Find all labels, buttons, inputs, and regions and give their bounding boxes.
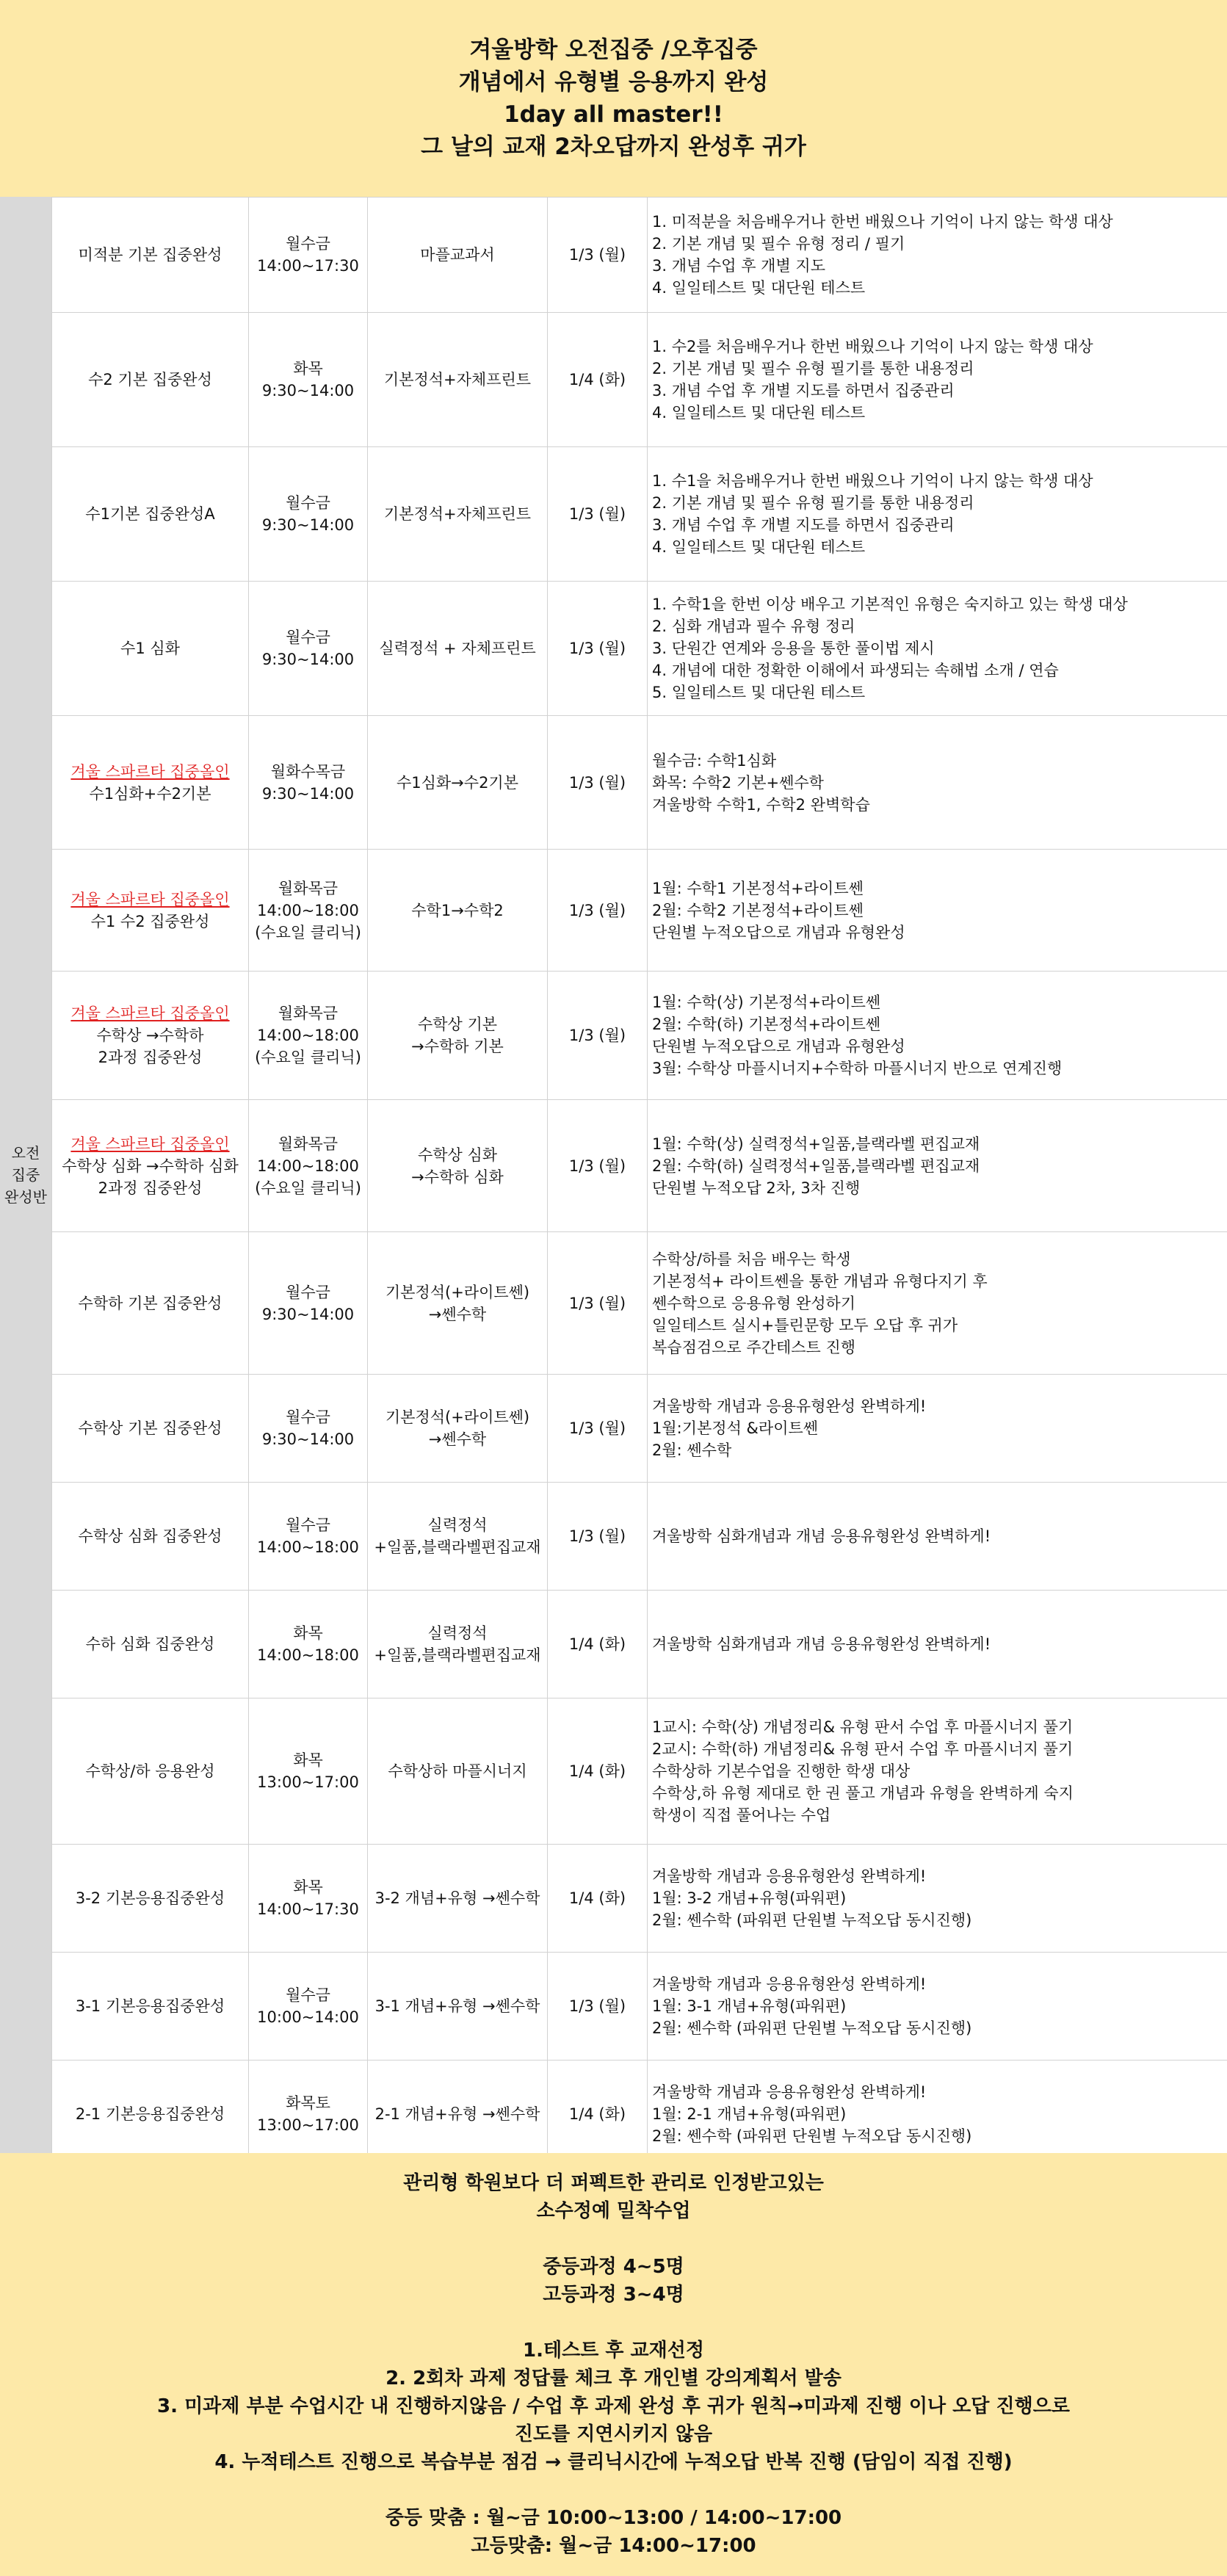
course-row: [52, 1232, 1227, 1375]
schedule-text: 14:00~17:30: [257, 257, 359, 275]
start-date-cell: [548, 1483, 648, 1591]
start-date: 1/4 (화): [568, 1762, 626, 1780]
course-name: 2-1 기본응용집중완성: [75, 2105, 225, 2123]
footer-line: 중등 맞춤 : 월~금 10:00~13:00 / 14:00~17:00: [385, 2507, 842, 2529]
description-line: 학생이 직접 풀어나는 수업: [652, 1806, 831, 1824]
description-line: 2교시: 수학(하) 개념정리& 유형 판서 수업 후 마플시너지 풀기: [652, 1740, 1074, 1758]
description-cell: [648, 1698, 1227, 1845]
course-name: 수학상/하 응용완성: [85, 1762, 215, 1780]
description-line: 1. 미적분을 처음배우거나 한번 배웠으나 기억이 나지 않는 학생 대상: [652, 213, 1113, 231]
textbook-text: 수학상 심화: [417, 1146, 498, 1164]
schedule-text: 화목: [293, 1751, 323, 1769]
promo-tag: 겨울 스파르타 집중올인: [70, 1005, 230, 1022]
course-name-cell: [52, 850, 249, 972]
description-line: 4. 일일테스트 및 대단원 테스트: [652, 279, 866, 297]
description-line: 2. 기본 개념 및 필수 유형 정리 / 필기: [652, 235, 905, 253]
schedule-text: (수요일 클리닉): [255, 1049, 361, 1066]
schedule-text: (수요일 클리닉): [255, 923, 361, 941]
start-date: 1/3 (월): [568, 1157, 626, 1175]
description-line: 복습점검으로 주간테스트 진행: [652, 1338, 856, 1356]
description-line: 3. 단원간 연계와 응용을 통한 풀이법 제시: [652, 640, 935, 657]
course-name: 수1기본 집중완성A: [85, 505, 215, 523]
textbook-cell: [368, 1375, 548, 1483]
course-row: [52, 582, 1227, 716]
description-line: 겨울방학 개념과 응용유형완성 완벽하게!: [652, 1397, 927, 1415]
course-row: [52, 447, 1227, 582]
start-date: 1/4 (화): [568, 1635, 626, 1653]
course-name: 2과정 집중완성: [98, 1049, 203, 1066]
footer-line: 3. 미과제 부분 수업시간 내 진행하지않음 / 수업 후 과제 완성 후 귀가 원칙→미과제 진행 이나 오답 진행으로: [157, 2395, 1070, 2417]
schedule-text: 화목: [293, 360, 323, 377]
footer-line: 고등맞춤: 월~금 14:00~17:00: [471, 2535, 756, 2557]
side-category-column: [0, 197, 51, 2153]
schedule-cell: [249, 313, 368, 447]
footer-line: 관리형 학원보다 더 퍼펙트한 관리로 인정받고있는: [403, 2172, 824, 2194]
description-line: 2월: 쎈수학: [652, 1441, 732, 1459]
schedule-cell: [249, 1483, 368, 1591]
course-name: 수학하 기본 집중완성: [78, 1294, 222, 1312]
description-line: 2. 심화 개념과 필수 유형 정리: [652, 618, 855, 635]
course-table: [51, 197, 1227, 2168]
schedule-text: (수요일 클리닉): [255, 1179, 361, 1197]
course-row: [52, 198, 1227, 313]
schedule-text: 월수금: [286, 1516, 330, 1534]
start-date-cell: [548, 1375, 648, 1483]
description-line: 수학상/하를 처음 배우는 학생: [652, 1250, 851, 1268]
schedule-text: 10:00~14:00: [257, 2008, 359, 2026]
textbook-text: →수학하 심화: [411, 1168, 504, 1186]
start-date: 1/4 (화): [568, 1889, 626, 1907]
description-line: 2월: 수학(하) 실력정석+일품,블랙라벨 편집교재: [652, 1157, 980, 1175]
description-line: 1월: 3-2 개념+유형(파워편): [652, 1889, 847, 1907]
textbook-cell: [368, 582, 548, 716]
description-line: 2월: 쎈수학 (파워편 단원별 누적오답 동시진행): [652, 2019, 972, 2037]
schedule-text: 13:00~17:00: [257, 1773, 359, 1791]
start-date: 1/4 (화): [568, 371, 626, 388]
start-date: 1/3 (월): [568, 1419, 626, 1437]
course-row: [52, 1698, 1227, 1845]
description-line: 3월: 수학상 마플시너지+수학하 마플시너지 반으로 연계진행: [652, 1060, 1063, 1077]
start-date-cell: [548, 1953, 648, 2061]
schedule-text: 9:30~14:00: [261, 382, 355, 399]
schedule-text: 9:30~14:00: [261, 784, 355, 803]
schedule-cell: [249, 1845, 368, 1953]
textbook-cell: [368, 1100, 548, 1232]
description-cell: [648, 972, 1227, 1100]
description-line: 1월: 3-1 개념+유형(파워편): [652, 1997, 847, 2015]
course-name-cell: [52, 716, 249, 850]
schedule-text: 14:00~17:30: [257, 1900, 359, 1918]
schedule-cell: [249, 582, 368, 716]
description-cell: [648, 1845, 1227, 1953]
start-date-cell: [548, 1591, 648, 1698]
description-cell: [648, 447, 1227, 582]
description-cell: [648, 2061, 1227, 2168]
course-row: [52, 716, 1227, 850]
schedule-text: 월화수목금: [270, 762, 346, 781]
textbook-text: →쎈수학: [428, 1430, 487, 1448]
schedule-text: 월화목금: [278, 1135, 339, 1153]
footer-line: 소수정예 밀착수업: [536, 2200, 691, 2222]
course-name: 3-1 기본응용집중완성: [75, 1997, 225, 2015]
course-row: [52, 1953, 1227, 2061]
promo-tag: 겨울 스파르타 집중올인: [70, 1135, 230, 1153]
textbook-text: 기본정석(+라이트쎈): [385, 1408, 530, 1426]
schedule-text: 월수금: [286, 1408, 330, 1426]
description-line: 화목: 수학2 기본+쎈수학: [652, 773, 824, 792]
description-line: 1월:기본정석 &라이트쎈: [652, 1419, 819, 1437]
footer-line: 4. 누적테스트 진행으로 복습부분 점검 → 클리닉시간에 누적오답 반복 진행 (담임이 직접 진행): [214, 2451, 1013, 2473]
schedule-cell: [249, 1698, 368, 1845]
start-date-cell: [548, 716, 648, 850]
description-line: 겨울방학 개념과 응용유형완성 완벽하게!: [652, 1867, 927, 1885]
schedule-text: 9:30~14:00: [261, 1305, 355, 1323]
course-name: 수1 심화: [120, 640, 180, 657]
textbook-text: 수1심화→수2기본: [396, 773, 519, 792]
start-date-cell: [548, 1845, 648, 1953]
side-category-label: 오전 집중 완성반: [4, 1144, 47, 1206]
schedule-cell: [249, 447, 368, 582]
schedule-cell: [249, 2061, 368, 2168]
course-name: 수학상 심화 →수학하 심화: [62, 1157, 239, 1175]
course-row: [52, 1483, 1227, 1591]
description-cell: [648, 582, 1227, 716]
schedule-cell: [249, 716, 368, 850]
description-line: 겨울방학 개념과 응용유형완성 완벽하게!: [652, 2083, 927, 2101]
course-name-cell: [52, 972, 249, 1100]
course-row: [52, 313, 1227, 447]
schedule-text: 14:00~18:00: [257, 1027, 359, 1044]
textbook-cell: [368, 1845, 548, 1953]
header-subtitle: 개념에서 유형별 응용까지 완성: [458, 69, 769, 95]
schedule-text: 14:00~18:00: [257, 901, 359, 919]
description-line: 겨울방학 개념과 응용유형완성 완벽하게!: [652, 1975, 927, 1993]
course-row: [52, 1591, 1227, 1698]
description-cell: [648, 1100, 1227, 1232]
start-date: 1/3 (월): [568, 640, 626, 657]
course-row: [52, 1100, 1227, 1232]
description-line: 2월: 수학2 기본정석+라이트쎈: [652, 901, 864, 919]
schedule-text: 월수금: [286, 235, 330, 253]
course-row: [52, 972, 1227, 1100]
textbook-cell: [368, 1953, 548, 2061]
footer-line: 중등과정 4~5명: [543, 2256, 684, 2278]
schedule-text: 월화목금: [278, 879, 339, 897]
description-cell: [648, 1953, 1227, 2061]
footer-line: 2. 2회차 과제 정답률 체크 후 개인별 강의계획서 발송: [386, 2367, 841, 2389]
description-cell: [648, 850, 1227, 972]
textbook-cell: [368, 447, 548, 582]
description-cell: [648, 1483, 1227, 1591]
footer-line: 진도를 지연시키지 않음: [514, 2423, 713, 2445]
schedule-text: 9:30~14:00: [261, 1430, 355, 1448]
textbook-cell: [368, 716, 548, 850]
textbook-text: 마플교과서: [420, 246, 495, 264]
textbook-text: 수학1→수학2: [411, 901, 504, 919]
start-date-cell: [548, 447, 648, 582]
course-name-cell: [52, 1845, 249, 1953]
textbook-text: 기본정석+자체프린트: [383, 505, 532, 523]
course-row: [52, 2061, 1227, 2168]
footer-line: 고등과정 3~4명: [543, 2284, 684, 2306]
schedule-cell: [249, 850, 368, 972]
course-name-cell: [52, 1953, 249, 2061]
start-date-cell: [548, 850, 648, 972]
schedule-cell: [249, 1375, 368, 1483]
start-date: 1/3 (월): [568, 773, 626, 792]
description-cell: [648, 1232, 1227, 1375]
start-date-cell: [548, 1232, 648, 1375]
course-name-cell: [52, 582, 249, 716]
description-line: 5. 일일테스트 및 대단원 테스트: [652, 684, 866, 701]
description-line: 수학상하 기본수업을 진행한 학생 대상: [652, 1762, 911, 1780]
description-line: 단원별 누적오답으로 개념과 유형완성: [652, 923, 905, 941]
course-name: 수학상 기본 집중완성: [78, 1419, 222, 1437]
description-cell: [648, 1591, 1227, 1698]
course-name-cell: [52, 1232, 249, 1375]
textbook-cell: [368, 1232, 548, 1375]
textbook-text: 3-2 개념+유형 →쎈수학: [374, 1889, 540, 1907]
course-name: 수학상 →수학하: [96, 1027, 204, 1044]
description-cell: [648, 313, 1227, 447]
promo-tag: 겨울 스파르타 집중올인: [70, 762, 230, 781]
footer-line: 1.테스트 후 교재선정: [523, 2340, 704, 2362]
schedule-text: 월수금: [286, 629, 330, 646]
description-line: 단원별 누적오답으로 개념과 유형완성: [652, 1038, 905, 1055]
textbook-text: 기본정석(+라이트쎈): [385, 1283, 530, 1301]
textbook-cell: [368, 1698, 548, 1845]
schedule-text: 월수금: [286, 1283, 330, 1301]
description-cell: [648, 198, 1227, 313]
start-date-cell: [548, 198, 648, 313]
start-date-cell: [548, 582, 648, 716]
course-row: [52, 1375, 1227, 1483]
header-note: 그 날의 교재 2차오답까지 완성후 귀가: [421, 134, 806, 160]
course-name: 수1심화+수2기본: [89, 784, 211, 803]
start-date-cell: [548, 972, 648, 1100]
textbook-cell: [368, 198, 548, 313]
textbook-cell: [368, 2061, 548, 2168]
description-line: 3. 개념 수업 후 개별 지도를 하면서 집중관리: [652, 516, 955, 534]
textbook-text: +일품,블랙라벨편집교재: [374, 1646, 541, 1664]
schedule-text: 월화목금: [278, 1005, 339, 1022]
description-line: 수학상,하 유형 제대로 한 권 풀고 개념과 유형을 완벽하게 숙지: [652, 1784, 1074, 1802]
course-row: [52, 850, 1227, 972]
description-cell: [648, 716, 1227, 850]
description-line: 3. 개념 수업 후 개별 지도: [652, 257, 825, 275]
start-date-cell: [548, 1698, 648, 1845]
textbook-text: 수학상하 마플시너지: [388, 1762, 527, 1780]
schedule-text: 9:30~14:00: [261, 651, 355, 668]
schedule-text: 13:00~17:00: [257, 2116, 359, 2134]
start-date: 1/4 (화): [568, 2105, 626, 2123]
schedule-text: 화목토: [286, 2094, 330, 2112]
schedule-cell: [249, 1100, 368, 1232]
page-footer: [0, 2153, 1227, 2576]
description-line: 4. 일일테스트 및 대단원 테스트: [652, 404, 866, 422]
description-line: 2. 기본 개념 및 필수 유형 필기를 통한 내용정리: [652, 494, 974, 512]
description-line: 1월: 수학(상) 기본정석+라이트쎈: [652, 994, 881, 1011]
description-line: 겨울방학 심화개념과 개념 응용유형완성 완벽하게!: [652, 1635, 991, 1653]
description-line: 단원별 누적오답 2차, 3차 진행: [652, 1179, 861, 1197]
course-name-cell: [52, 2061, 249, 2168]
schedule-text: 화목: [293, 1878, 323, 1896]
textbook-cell: [368, 1591, 548, 1698]
start-date: 1/3 (월): [568, 1027, 626, 1044]
schedule-cell: [249, 972, 368, 1100]
description-line: 2. 기본 개념 및 필수 유형 필기를 통한 내용정리: [652, 360, 974, 377]
schedule-text: 14:00~18:00: [257, 1646, 359, 1664]
course-name-cell: [52, 447, 249, 582]
course-name-cell: [52, 1100, 249, 1232]
course-name-cell: [52, 1698, 249, 1845]
start-date-cell: [548, 1100, 648, 1232]
textbook-cell: [368, 1483, 548, 1591]
course-name: 수1 수2 집중완성: [90, 912, 210, 930]
schedule-cell: [249, 198, 368, 313]
schedule-text: 월수금: [286, 1986, 330, 2004]
description-cell: [648, 1375, 1227, 1483]
schedule-text: 화목: [293, 1624, 323, 1642]
textbook-text: 기본정석+자체프린트: [383, 371, 532, 388]
description-line: 1월: 수학(상) 실력정석+일품,블랙라벨 편집교재: [652, 1135, 980, 1153]
course-name-cell: [52, 313, 249, 447]
course-row: [52, 1845, 1227, 1953]
textbook-text: 수학상 기본: [417, 1016, 498, 1033]
course-name: 미적분 기본 집중완성: [78, 246, 222, 264]
textbook-text: 실력정석 + 자체프린트: [379, 640, 536, 657]
promo-tag: 겨울 스파르타 집중올인: [70, 890, 230, 908]
description-line: 1. 수2를 처음배우거나 한번 배웠으나 기억이 나지 않는 학생 대상: [652, 338, 1093, 355]
textbook-text: →수학하 기본: [411, 1038, 504, 1055]
page-header: [0, 0, 1227, 197]
schedule-cell: [249, 1953, 368, 2061]
description-line: 4. 일일테스트 및 대단원 테스트: [652, 538, 866, 556]
textbook-cell: [368, 972, 548, 1100]
description-line: 기본정석+ 라이트쎈을 통한 개념과 유형다지기 후: [652, 1272, 988, 1290]
course-name: 수2 기본 집중완성: [88, 371, 212, 388]
description-line: 겨울방학 수학1, 수학2 완벽학습: [652, 795, 870, 814]
start-date-cell: [548, 313, 648, 447]
start-date: 1/3 (월): [568, 1997, 626, 2015]
textbook-cell: [368, 313, 548, 447]
start-date: 1/3 (월): [568, 1527, 626, 1545]
description-line: 4. 개념에 대한 정확한 이해에서 파생되는 속해법 소개 / 연습: [652, 662, 1059, 679]
start-date: 1/3 (월): [568, 505, 626, 523]
description-line: 3. 개념 수업 후 개별 지도를 하면서 집중관리: [652, 382, 955, 399]
course-name: 3-2 기본응용집중완성: [75, 1889, 225, 1907]
course-name-cell: [52, 1375, 249, 1483]
schedule-cell: [249, 1232, 368, 1375]
description-line: 쎈수학으로 응용유형 완성하기: [652, 1294, 856, 1312]
course-name: 수학상 심화 집중완성: [78, 1527, 222, 1545]
schedule-text: 월수금: [286, 494, 330, 512]
textbook-text: 실력정석: [427, 1624, 488, 1642]
textbook-text: 2-1 개념+유형 →쎈수학: [374, 2105, 540, 2123]
description-line: 2월: 수학(하) 기본정석+라이트쎈: [652, 1016, 881, 1033]
course-name-cell: [52, 1591, 249, 1698]
description-line: 2월: 쎈수학 (파워편 단원별 누적오답 동시진행): [652, 1911, 972, 1929]
header-title: 겨울방학 오전집중 /오후집중: [469, 37, 758, 63]
course-name: 수하 심화 집중완성: [85, 1635, 215, 1653]
header-slogan: 1day all master!!: [504, 101, 723, 128]
textbook-cell: [368, 850, 548, 972]
description-line: 1월: 수학1 기본정석+라이트쎈: [652, 879, 864, 897]
start-date: 1/3 (월): [568, 246, 626, 264]
start-date: 1/3 (월): [568, 1294, 626, 1312]
description-line: 2월: 쎈수학 (파워편 단원별 누적오답 동시진행): [652, 2127, 972, 2145]
schedule-text: 14:00~18:00: [257, 1157, 359, 1175]
description-line: 1. 수학1을 한번 이상 배우고 기본적인 유형은 숙지하고 있는 학생 대상: [652, 596, 1128, 613]
description-line: 1월: 2-1 개념+유형(파워편): [652, 2105, 847, 2123]
description-line: 1. 수1을 처음배우거나 한번 배웠으나 기억이 나지 않는 학생 대상: [652, 472, 1093, 490]
textbook-text: 실력정석: [427, 1516, 488, 1534]
course-name: 2과정 집중완성: [98, 1179, 203, 1197]
schedule-cell: [249, 1591, 368, 1698]
description-line: 1교시: 수학(상) 개념정리& 유형 판서 수업 후 마플시너지 풀기: [652, 1718, 1074, 1736]
textbook-text: +일품,블랙라벨편집교재: [374, 1538, 541, 1556]
description-line: 겨울방학 심화개념과 개념 응용유형완성 완벽하게!: [652, 1527, 991, 1545]
start-date-cell: [548, 2061, 648, 2168]
schedule-text: 14:00~18:00: [257, 1538, 359, 1556]
course-name-cell: [52, 198, 249, 313]
description-line: 일일테스트 실시+틀린문항 모두 오답 후 귀가: [652, 1316, 958, 1334]
start-date: 1/3 (월): [568, 901, 626, 919]
schedule-text: 9:30~14:00: [261, 516, 355, 534]
textbook-text: 3-1 개념+유형 →쎈수학: [374, 1997, 540, 2015]
course-name-cell: [52, 1483, 249, 1591]
description-line: 월수금: 수학1심화: [652, 751, 777, 770]
textbook-text: →쎈수학: [428, 1305, 487, 1323]
